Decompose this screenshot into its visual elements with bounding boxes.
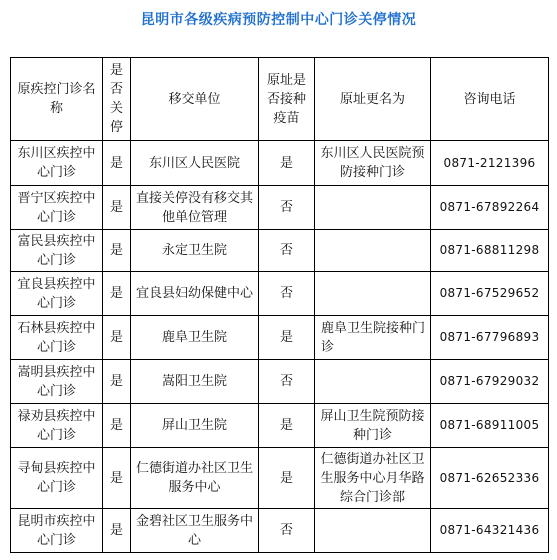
cell-phone: 0871-62652336 [431,448,549,509]
cell-transfer-unit: 东川区人民医院 [131,141,259,186]
closure-table [10,57,549,553]
header-renamed-to: 原址更名为 [315,58,431,141]
cell-renamed-to: 仁德街道办社区卫生服务中心月华路综合门诊部 [315,448,431,509]
cell-closed: 是 [103,141,131,186]
header-clinic-name: 原疾控门诊名称 [11,58,103,141]
cell-renamed-to [315,186,431,230]
cell-clinic-name: 富民县疾控中心门诊 [11,230,103,272]
cell-closed: 是 [103,230,131,272]
header-phone: 咨询电话 [431,58,549,141]
cell-transfer-unit: 屏山卫生院 [131,404,259,448]
page-title: 昆明市各级疾病预防控制中心门诊关停情况 [140,12,417,28]
cell-vaccinate: 否 [259,186,315,230]
cell-transfer-unit: 永定卫生院 [131,230,259,272]
header-closed: 是否关停 [103,58,131,141]
cell-phone: 0871-68811298 [431,230,549,272]
cell-closed: 是 [103,448,131,509]
table-row [11,272,549,316]
table-row [11,186,549,230]
table-row [11,360,549,404]
cell-renamed-to: 屏山卫生院预防接种门诊 [315,404,431,448]
cell-phone: 0871-64321436 [431,509,549,553]
cell-clinic-name: 禄劝县疾控中心门诊 [11,404,103,448]
cell-closed: 是 [103,186,131,230]
cell-phone: 0871-68911005 [431,404,549,448]
cell-transfer-unit: 金碧社区卫生服务中心 [131,509,259,553]
cell-closed: 是 [103,360,131,404]
cell-closed: 是 [103,509,131,553]
cell-closed: 是 [103,316,131,360]
cell-clinic-name: 寻甸县疾控中心门诊 [11,448,103,509]
cell-renamed-to [315,360,431,404]
cell-closed: 是 [103,272,131,316]
cell-transfer-unit: 仁德街道办社区卫生服务中心 [131,448,259,509]
cell-vaccinate: 否 [259,230,315,272]
table-row [11,448,549,509]
cell-renamed-to [315,230,431,272]
cell-phone: 0871-67796893 [431,316,549,360]
cell-renamed-to [315,509,431,553]
cell-transfer-unit: 宜良县妇幼保健中心 [131,272,259,316]
cell-renamed-to: 鹿阜卫生院接种门诊 [315,316,431,360]
table-row [11,316,549,360]
cell-phone: 0871-2121396 [431,141,549,186]
cell-vaccinate: 是 [259,404,315,448]
cell-vaccinate: 否 [259,360,315,404]
cell-clinic-name: 石林县疾控中心门诊 [11,316,103,360]
cell-clinic-name: 宜良县疾控中心门诊 [11,272,103,316]
cell-clinic-name: 嵩明县疾控中心门诊 [11,360,103,404]
cell-transfer-unit: 直接关停没有移交其他单位管理 [131,186,259,230]
header-transfer-unit: 移交单位 [131,58,259,141]
cell-closed: 是 [103,404,131,448]
cell-vaccinate: 否 [259,272,315,316]
cell-clinic-name: 晋宁区疾控中心门诊 [11,186,103,230]
cell-vaccinate: 是 [259,141,315,186]
cell-renamed-to: 东川区人民医院预防接种门诊 [315,141,431,186]
cell-vaccinate: 否 [259,509,315,553]
cell-clinic-name: 东川区疾控中心门诊 [11,141,103,186]
table-header-row [11,58,549,141]
cell-phone: 0871-67529652 [431,272,549,316]
cell-renamed-to [315,272,431,316]
header-vaccinate: 原址是否接种疫苗 [259,58,315,141]
table-row [11,141,549,186]
cell-phone: 0871-67929032 [431,360,549,404]
cell-transfer-unit: 鹿阜卫生院 [131,316,259,360]
table-row [11,404,549,448]
cell-phone: 0871-67892264 [431,186,549,230]
cell-vaccinate: 是 [259,316,315,360]
table-row [11,509,549,553]
cell-vaccinate: 是 [259,448,315,509]
table-row [11,230,549,272]
cell-clinic-name: 昆明市疾控中心门诊 [11,509,103,553]
cell-transfer-unit: 嵩阳卫生院 [131,360,259,404]
